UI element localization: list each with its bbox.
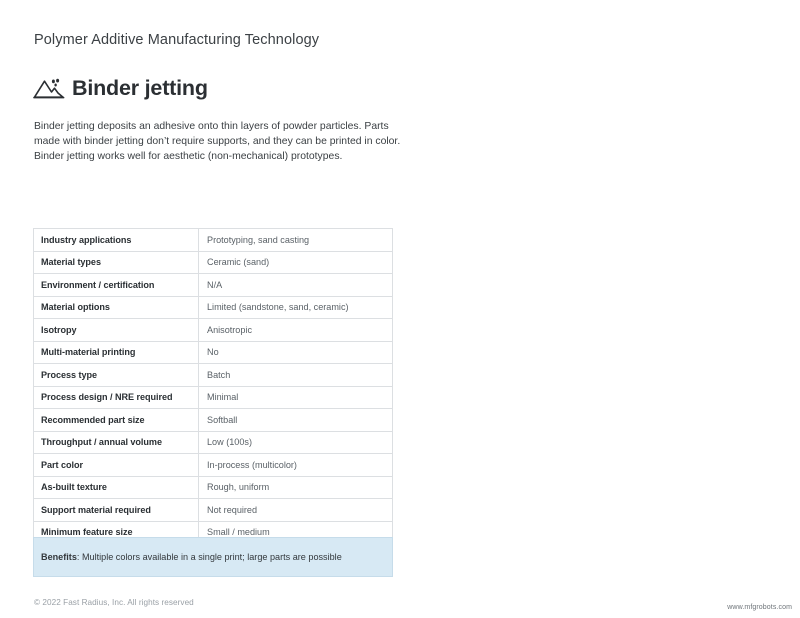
spec-key: Throughput / annual volume xyxy=(34,431,199,454)
spec-key: Multi-material printing xyxy=(34,341,199,364)
spec-key: As-built texture xyxy=(34,476,199,499)
spec-key: Isotropy xyxy=(34,319,199,342)
spec-value: Not required xyxy=(199,499,393,522)
table-row xyxy=(34,409,393,432)
table-row xyxy=(34,274,393,297)
spec-value: Low (100s) xyxy=(199,431,393,454)
spec-key: Material types xyxy=(34,251,199,274)
page-title: Binder jetting xyxy=(72,76,208,101)
spec-value: No xyxy=(199,341,393,364)
page-title-row xyxy=(33,76,208,102)
spec-value: Small / medium xyxy=(199,521,393,544)
table-row xyxy=(34,296,393,319)
spec-table-body xyxy=(34,229,393,544)
benefits-text xyxy=(41,552,342,562)
intro-text: Binder jetting deposits an adhesive onto thin layers of powder particles. Parts made with binder jetting don’t require supports, and they can be printed in color. Binder jetting works well for aesthetic (non-mechanical) prototypes. xyxy=(34,121,401,163)
spec-key: Process type xyxy=(34,364,199,387)
intro-paragraph xyxy=(34,119,414,165)
table-row xyxy=(34,386,393,409)
table-row xyxy=(34,476,393,499)
table-row xyxy=(34,319,393,342)
spec-key: Material options xyxy=(34,296,199,319)
table-row xyxy=(34,431,393,454)
spec-key: Process design / NRE required xyxy=(34,386,199,409)
specification-table xyxy=(33,228,393,544)
benefits-label: Benefits xyxy=(41,552,77,562)
spec-key: Environment / certification xyxy=(34,274,199,297)
table-row xyxy=(34,499,393,522)
spec-value: Minimal xyxy=(199,386,393,409)
spec-key: Industry applications xyxy=(34,229,199,252)
watermark-url: www.mfgrobots.com xyxy=(727,604,792,611)
copyright-footer: © 2022 Fast Radius, Inc. All rights reserved xyxy=(34,598,194,607)
spec-value: Softball xyxy=(199,409,393,432)
spec-key: Minimum feature size xyxy=(34,521,199,544)
spec-value: In-process (multicolor) xyxy=(199,454,393,477)
spec-key: Part color xyxy=(34,454,199,477)
binder-jetting-icon xyxy=(33,76,65,102)
table-row xyxy=(34,364,393,387)
table-row xyxy=(34,251,393,274)
spec-value: Limited (sandstone, sand, ceramic) xyxy=(199,296,393,319)
table-row xyxy=(34,341,393,364)
spec-key: Recommended part size xyxy=(34,409,199,432)
spec-value: Rough, uniform xyxy=(199,476,393,499)
spec-key: Support material required xyxy=(34,499,199,522)
spec-value: Batch xyxy=(199,364,393,387)
spec-value: Anisotropic xyxy=(199,319,393,342)
benefits-body: : Multiple colors available in a single print; large parts are possible xyxy=(76,552,342,562)
page-eyebrow: Polymer Additive Manufacturing Technology xyxy=(34,32,320,48)
spec-value: Prototyping, sand casting xyxy=(199,229,393,252)
table-row xyxy=(34,229,393,252)
table-row xyxy=(34,454,393,477)
spec-value: Ceramic (sand) xyxy=(199,251,393,274)
spec-value: N/A xyxy=(199,274,393,297)
benefits-callout xyxy=(33,537,393,577)
